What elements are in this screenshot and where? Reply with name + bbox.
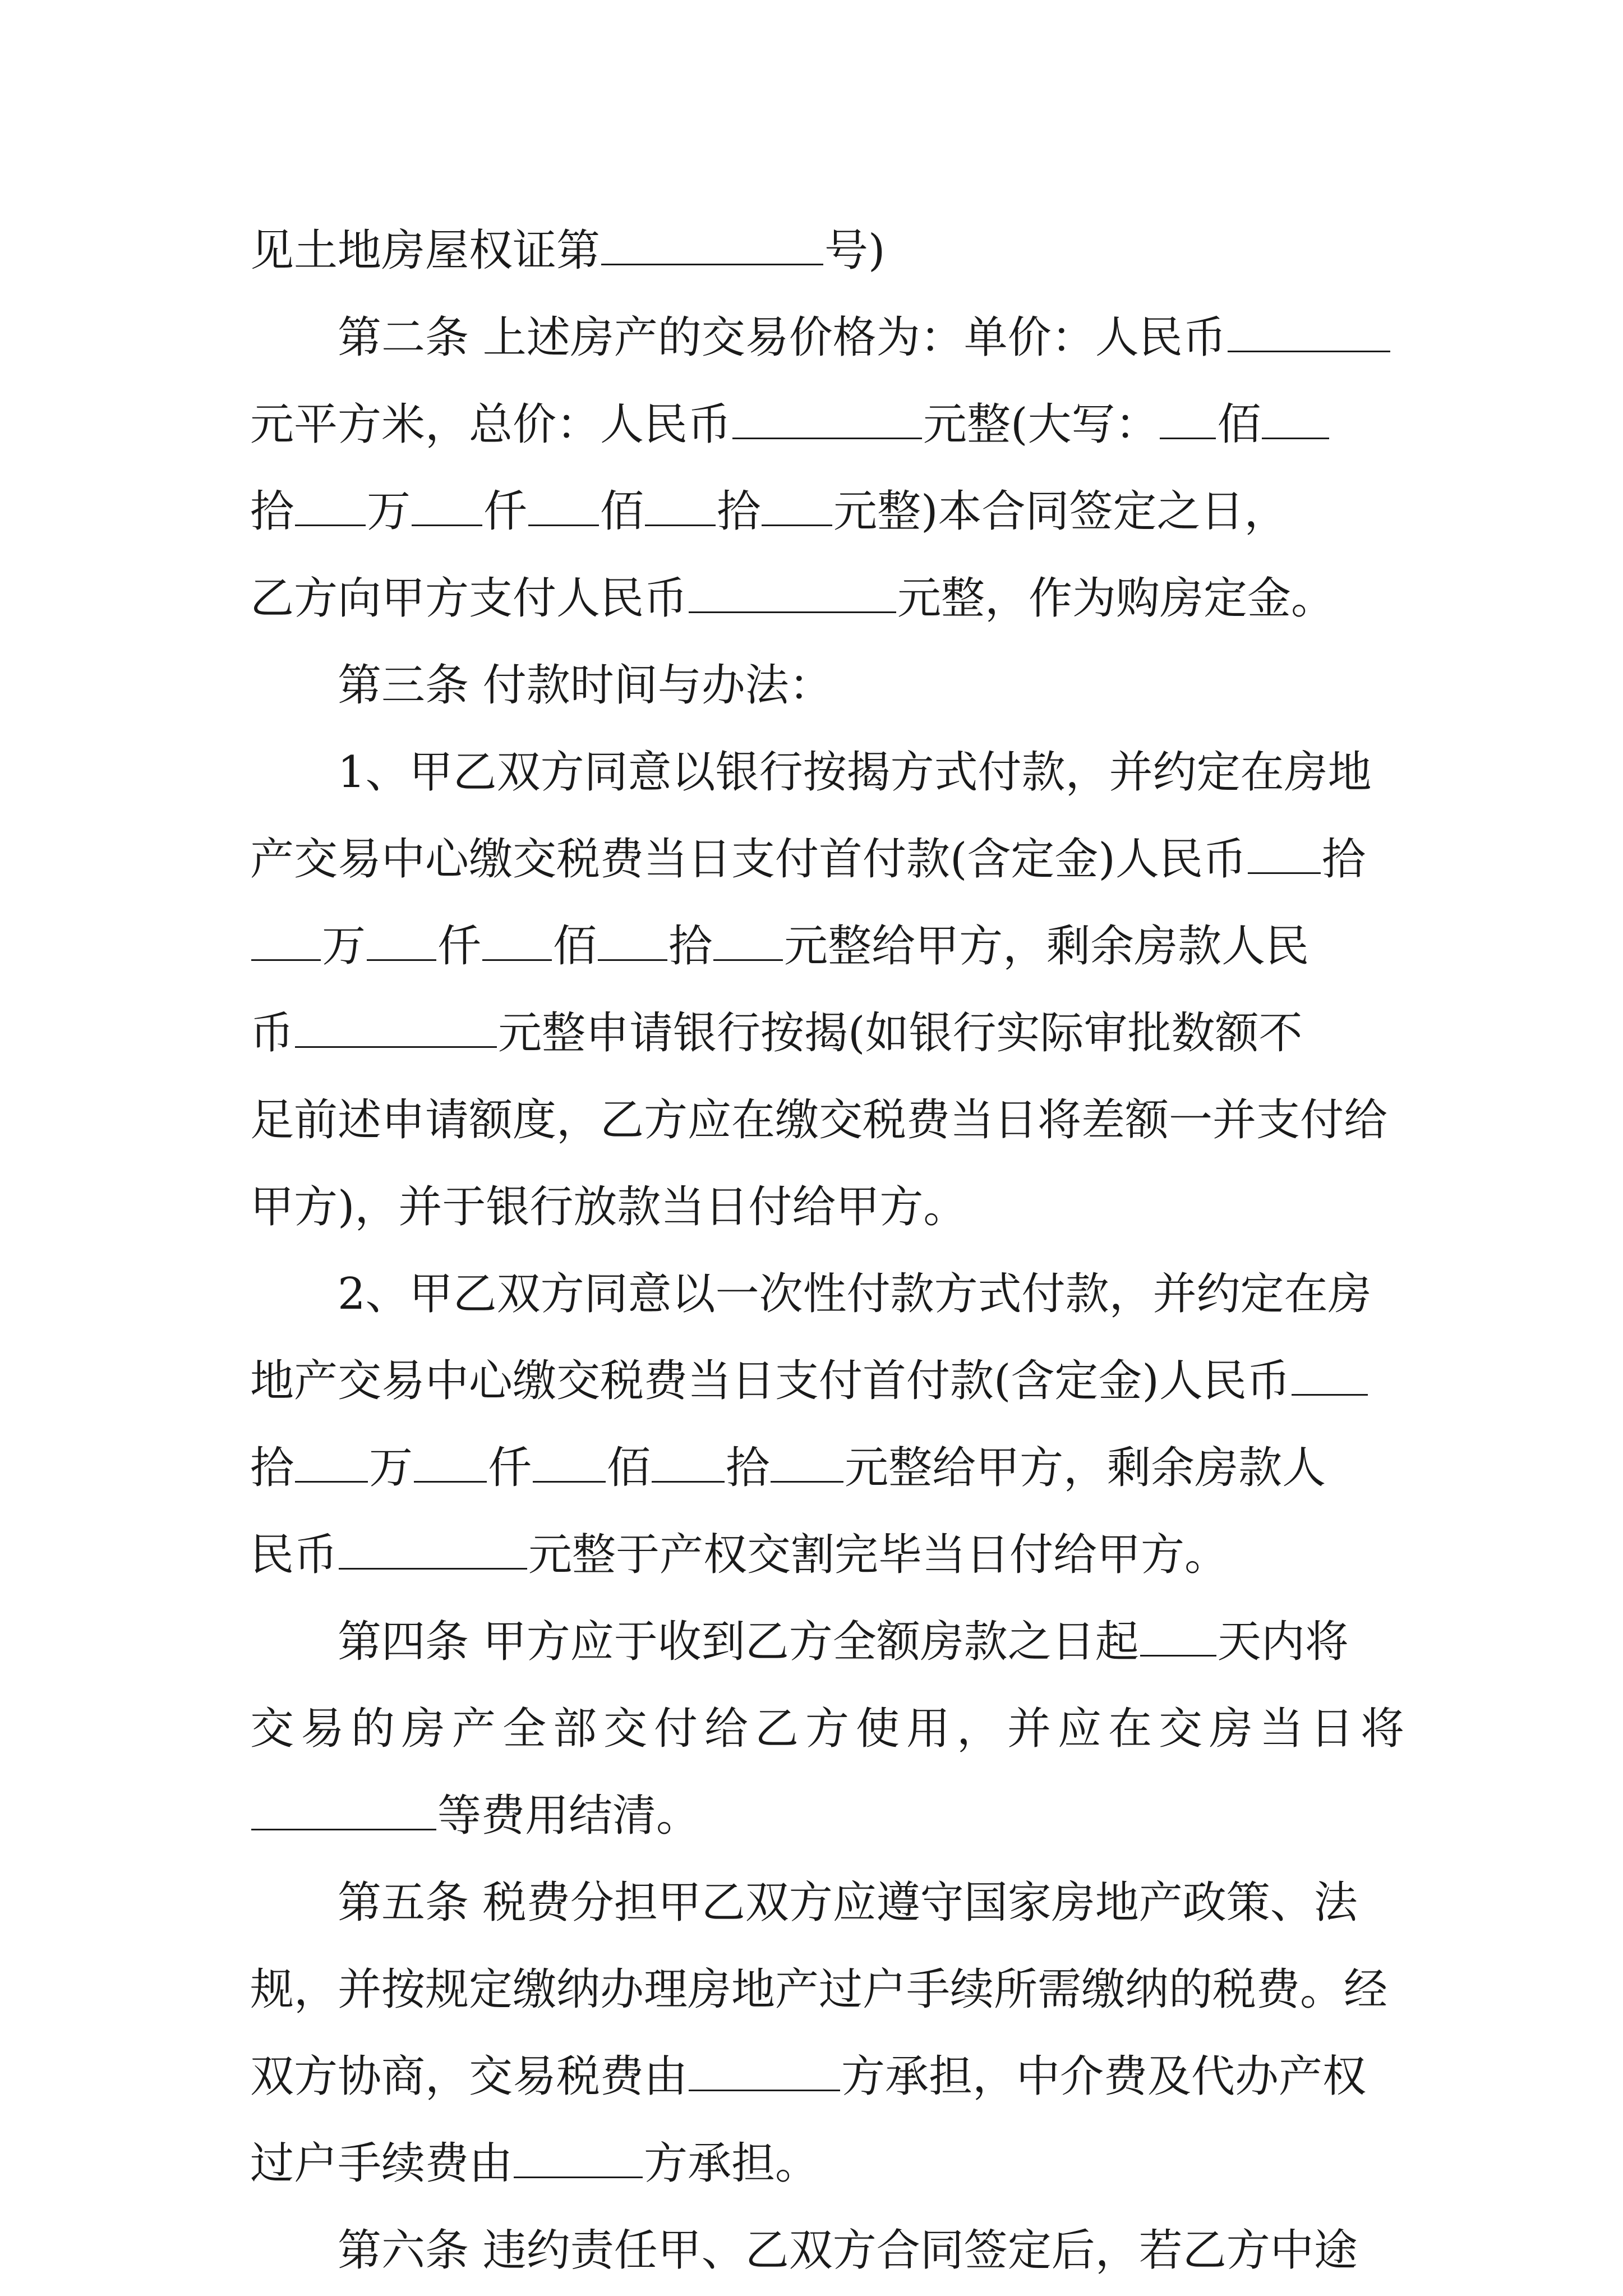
text-segment: 地产交易中心缴交税费当日支付首付款(含定金)人民币 [250, 1356, 1290, 1406]
text-segment: 拾 [668, 921, 713, 972]
text-segment: 万 [369, 1443, 413, 1493]
text-segment: 民币 [250, 1530, 338, 1580]
text-segment: 佰 [553, 921, 597, 972]
blank-field [367, 924, 436, 961]
blank-field [1262, 403, 1329, 439]
text-line [250, 1338, 1386, 1425]
text-segment: 元整给甲方，剩余房款人民 [784, 921, 1310, 972]
text-segment: 见土地房屋权证第 [250, 226, 601, 276]
text-segment: 元整于产权交割完毕当日付给甲方。 [528, 1530, 1229, 1580]
text-segment: 拾 [250, 1443, 294, 1493]
blank-field [762, 490, 832, 526]
blank-field [295, 1011, 497, 1048]
blank-field [771, 1446, 843, 1483]
text-line [250, 642, 1386, 729]
text-segment: 佰 [600, 486, 644, 537]
text-line [250, 208, 1386, 295]
blank-field [1160, 403, 1216, 439]
blank-field [689, 577, 896, 613]
text-line [250, 2033, 1386, 2120]
text-segment: 产交易中心缴交税费当日支付首付款(含定金)人民币 [250, 834, 1247, 885]
text-segment: 等费用结清。 [437, 1791, 700, 1841]
blank-field [482, 924, 552, 961]
text-segment: 天内将 [1217, 1617, 1349, 1667]
text-segment: 双方协商，交易税费由 [250, 2051, 688, 2102]
text-line [250, 2120, 1386, 2207]
text-segment: 第二条 上述房产的交易价格为：单价：人民币 [338, 312, 1227, 363]
text-segment: 仟 [483, 486, 528, 537]
text-line [250, 1251, 1386, 1338]
text-line [250, 1599, 1386, 1686]
text-segment: 足前述申请额度，乙方应在缴交税费当日将差额一并支付给 [250, 1095, 1388, 1145]
text-segment: 仟 [488, 1443, 532, 1493]
text-segment: 佰 [607, 1443, 651, 1493]
text-segment: 万 [367, 486, 411, 537]
blank-field [533, 1446, 606, 1483]
text-line [250, 903, 1386, 990]
text-segment: 元整，作为购房定金。 [897, 573, 1335, 624]
text-segment: 号) [824, 226, 886, 276]
text-segment: 元整)本合同签定之日， [833, 486, 1288, 537]
text-line [250, 295, 1386, 381]
text-segment: 拾 [250, 486, 294, 537]
text-line [250, 381, 1386, 468]
text-segment: 规，并按规定缴纳办理房地产过户手续所需缴纳的税费。经 [250, 1964, 1388, 2015]
text-line [250, 1860, 1386, 1947]
text-line [250, 1512, 1386, 1599]
blank-field [412, 490, 482, 526]
blank-field [251, 924, 321, 961]
text-segment: 拾 [726, 1443, 770, 1493]
blank-field [601, 229, 823, 265]
text-line [250, 1425, 1386, 1512]
blank-field [1228, 316, 1390, 352]
blank-field [414, 1446, 487, 1483]
blank-field [514, 2142, 643, 2178]
text-line [250, 990, 1386, 1077]
text-line [250, 729, 1386, 816]
blank-field [732, 403, 922, 439]
text-segment: 2、甲乙双方同意以一次性付款方式付款，并约定在房 [338, 1269, 1372, 1319]
text-line [250, 555, 1386, 642]
text-line [250, 816, 1386, 903]
text-line [250, 1686, 1412, 1773]
blank-field [251, 1794, 436, 1830]
text-segment: 乙方向甲方支付人民币 [250, 573, 688, 624]
blank-field [339, 1533, 527, 1570]
text-segment: 元平方米，总价：人民币 [250, 399, 732, 450]
blank-field [1292, 1359, 1368, 1396]
text-segment: 方承担，中介费及代办产权 [841, 2051, 1367, 2102]
text-line [250, 468, 1386, 555]
blank-field [645, 490, 716, 526]
text-segment: 元整(大写： [923, 399, 1159, 450]
text-line [250, 1773, 1386, 1860]
contract-text [250, 208, 1412, 2294]
text-segment: 过户手续费由 [250, 2138, 513, 2189]
text-segment: 元整给甲方，剩余房款人 [845, 1443, 1326, 1493]
text-segment: 仟 [437, 921, 482, 972]
text-line [250, 1947, 1386, 2033]
blank-field [652, 1446, 725, 1483]
blank-field [295, 490, 366, 526]
blank-field [689, 2055, 840, 2091]
blank-field [295, 1446, 368, 1483]
text-segment: 拾 [717, 486, 761, 537]
text-segment: 第五条 税费分担甲乙双方应遵守国家房地产政策、法 [338, 1878, 1358, 1928]
text-line [250, 1077, 1386, 1164]
text-segment: 元整申请银行按揭(如银行实际审批数额不 [498, 1008, 1303, 1059]
text-segment: 方承担。 [644, 2138, 819, 2189]
text-segment: 佰 [1217, 399, 1261, 450]
text-segment: 第四条 甲方应于收到乙方全额房款之日起 [338, 1617, 1139, 1667]
text-segment: 拾 [1321, 834, 1366, 885]
text-line [250, 2207, 1386, 2294]
text-segment: 第六条 违约责任甲、乙双方合同签定后，若乙方中途 [338, 2225, 1358, 2276]
blank-field [1248, 838, 1321, 874]
text-line [250, 1164, 1386, 1251]
text-segment: 币 [250, 1008, 294, 1059]
text-segment: 交易的房产全部交付给乙方使用，并应在交房当日将 [250, 1704, 1412, 1754]
text-segment: 万 [322, 921, 366, 972]
text-segment: 第三条 付款时间与办法： [338, 660, 833, 711]
blank-field [713, 924, 783, 961]
text-segment: 甲方)，并于银行放款当日付给甲方。 [250, 1182, 967, 1232]
blank-field [528, 490, 599, 526]
blank-field [1140, 1620, 1216, 1657]
blank-field [598, 924, 667, 961]
text-segment: 1、甲乙双方同意以银行按揭方式付款，并约定在房地 [338, 747, 1372, 798]
